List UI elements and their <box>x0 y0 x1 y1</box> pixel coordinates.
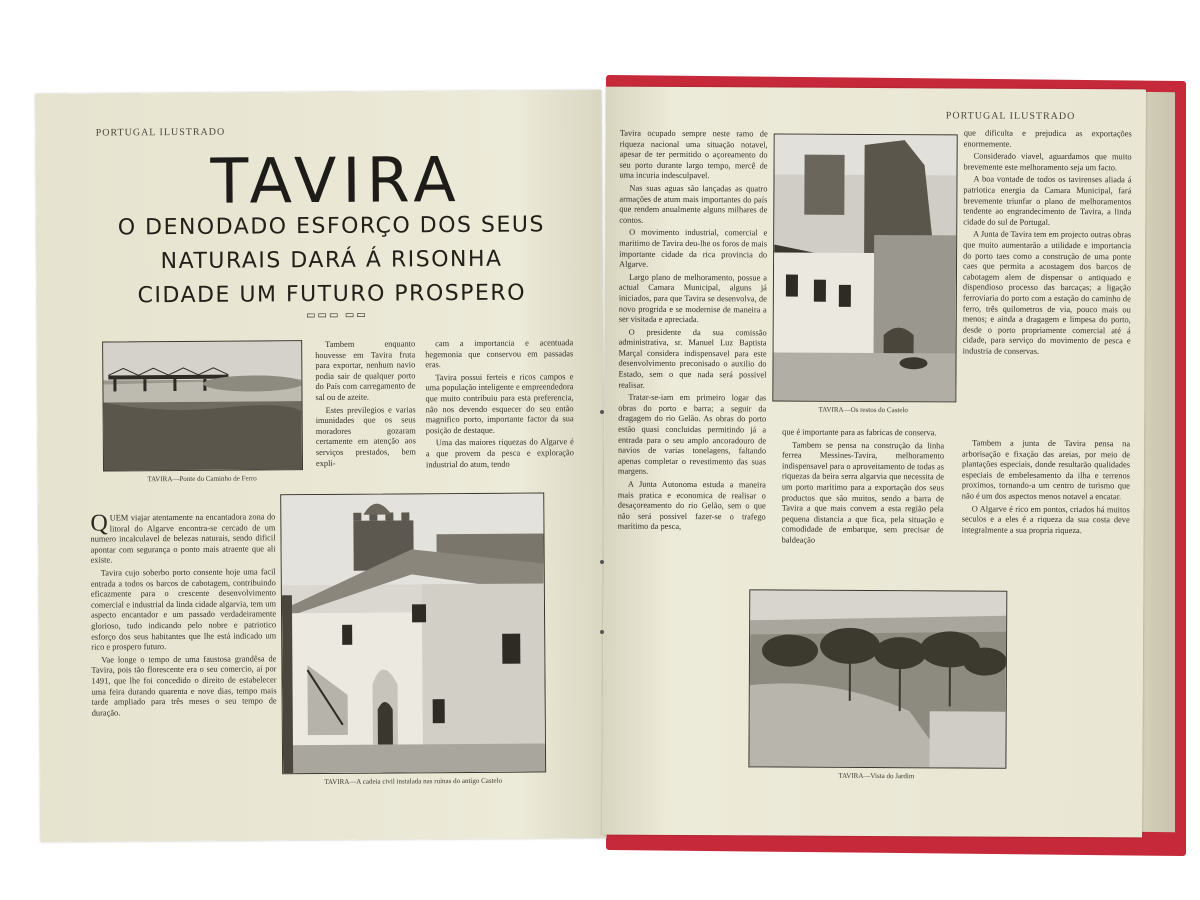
column-d-paragraph: O movimento industrial, comercial e maritimo de Tavira deu-lhe os foros de mais importante cidade da rica provincia do Algarve. <box>619 228 768 269</box>
column-e-paragraph: que é importante para as fabricas de conserva. <box>782 427 937 438</box>
column-a <box>315 339 416 471</box>
column-c-lead-text: UEM viajar atentamente na encantadora zona do litoral do Algarve encontra-se cercado de um numero incalculavel de belezas naturais, sendo dificil apontar com segurança o ponto mais atraente que ali existe. <box>90 512 276 565</box>
photo-castle-ruins-caption: TAVIRA—Os restos do Castelo <box>818 405 908 415</box>
photo-castle-jail-image <box>281 493 545 773</box>
column-d-paragraph: Tavira ocupado sempre neste ramo de riqueza nacional uma situação notavel, apesar de ter permitido o açoreamento do seu porto durante largo tempo, mercê de uma incuria indesculpavel. <box>619 128 768 181</box>
column-f <box>963 128 1132 359</box>
column-c-paragraph <box>90 512 275 566</box>
column-g-paragraph: Tambem a junta de Tavira pensa na arborisação e fixação das areias, por meio de plantações especiais, donde resultarão qualidades especiais de embelesamento da ilha e terrenos proximos, tornando-a um centro de turismo que não é um dos aspectos menos notavel a encatar. <box>961 438 1131 502</box>
photo-garden <box>748 589 1007 768</box>
left-running-head: PORTUGAL ILUSTRADO <box>95 126 226 139</box>
photo-castle-ruins <box>772 133 957 402</box>
photo-castle-jail <box>280 492 546 774</box>
subtitle-line-3: CIDADE UM FUTURO PROSPERO <box>137 280 527 309</box>
column-e <box>782 428 945 549</box>
subtitle-line-2: NATURAIS DARÁ Á RISONHA <box>160 246 503 275</box>
photo-castle-jail-caption: TAVIRA—A cadeia civil instalada nas ruinas do antigo Castelo <box>324 776 503 786</box>
column-a-paragraph: Tambem enquanto houvesse em Tavira fruta para exportar, nenhum navio podia sair de qualquer porto do País com carregamento de sal ou de azeite. <box>315 339 416 403</box>
column-f-paragraph: Considerado viavel, aguardamos que muito brevemente este melhoramento seja um facto. <box>963 151 1132 173</box>
column-f-paragraph: A boa vontade de todos os tavirenses aliada á patriotica energia da Camara Municipal, fará brevemente triunfar o plano de melhoramentos tendente ao engrandecimento de Tavira, a linda cidade do sul de Portugal. <box>963 174 1132 227</box>
column-d-paragraph: A Junta Autonoma estuda a maneira mais pratica e economica de realisar o desaçoreamento do rio Gelão, sem o que não será possivel fazer-se o trafego maritimo da pesca, <box>617 479 766 532</box>
binding-holes <box>600 400 606 640</box>
left-page <box>35 90 606 842</box>
column-c-paragraph: Vae longe o tempo de uma faustosa grandêsa de Tavira, pois tão florescente era o seu comercio, aí por 1491, que lhe foi concedido o direito de estabelecer uma feira durando quarenta e nove dias, tempo mais tarde ampliado para três meses o seu tempo de duração. <box>91 654 277 718</box>
article-subtitle <box>91 208 572 313</box>
subtitle-line-1: O DENODADO ESFORÇO DOS SEUS <box>117 212 545 241</box>
article-title: TAVIRA <box>210 143 462 218</box>
binding-hole <box>600 560 604 564</box>
photo-garden-caption: TAVIRA—Vista do Jardim <box>838 771 915 781</box>
photo-castle-ruins-image <box>773 134 956 401</box>
column-d <box>618 129 768 536</box>
column-b <box>425 338 574 472</box>
drop-cap: Q <box>90 510 108 537</box>
column-c-paragraph: Tavira cujo soberbo porto consente hoje uma facil entrada a todos os barcos de cabotagem, contribuindo eficazmente para o crescente desenvolvimento comercial e industrial da linda cidade algarvia, tem um aspecto encantador e um passado verdadeiramente glorioso, tudo indicando pelo nobre e patriotico esforço dos seus habitantes que lhe está indicado um rico e prospero futuro. <box>90 567 277 652</box>
photo-railway-bridge <box>102 340 303 471</box>
column-g <box>962 438 1131 538</box>
column-d-paragraph: O presidente da sua comissão administrativa, sr. Manuel Luz Baptista Marçal considera indispensavel para este desenvolvimento preconisado o auxilio do Estado, sem o que nada será possivel realisar. <box>618 327 767 390</box>
column-f-paragraph: que dificulta e prejudica as exportações enormemente. <box>963 128 1132 149</box>
column-b-paragraph: cam a importancia e acentuada hegemonia que conservou em passadas eras. <box>425 338 574 370</box>
column-g-paragraph: O Algarve é rico em pontos, criados há muitos seculos e a eles é a riqueza da sua costa deve integralmente a sua propria riqueza. <box>961 504 1130 535</box>
column-d-paragraph: Nas suas aguas são lançadas as quatro armações de atum mais importantes do país que rendem anualmente alguns milhares de contos. <box>619 183 768 225</box>
column-a-paragraph: Estes previlegios e varias imunidades que os seus moradores gozaram certamente em atenção aos serviços prestados, bem expli- <box>315 404 416 468</box>
column-b-paragraph: Tavira possui ferteis e ricos campos e uma população inteligente e empreendedora que muito contribuiu para esta preferencia, não nos devendo esquecer do seu então magnifico porto, importante factor da sua posição de destaque. <box>425 372 574 436</box>
column-d-paragraph: Largo plano de melhoramento, possue a actual Camara Municipal, alguns já iniciados, para que Tavira se desenvolva, de novo progrida e se modernise de maneira a ser visitada e apreciada. <box>618 272 767 325</box>
column-b-paragraph: Uma das maiores riquezas do Algarve é a que provem da pesca e exploração industrial do atum, tendo <box>425 437 574 469</box>
photo-garden-image <box>749 590 1006 767</box>
photo-railway-bridge-image <box>103 341 302 470</box>
photo-railway-bridge-caption: TAVIRA—Ponte do Caminho de Ferro <box>147 474 257 484</box>
column-c <box>90 512 276 721</box>
column-d-paragraph: Tratar-se-iam em primeiro logar das obras do porto e barra; a seguir da dragagem do rio Gelão. As obras do porto estão quasi concluidas permitindo já a entrada para o seu amplo ancoradouro de navios de varias tonelagens, faltando apenas completar o revestimento das suas margens. <box>617 392 767 477</box>
right-running-head: PORTUGAL ILUSTRADO <box>945 110 1076 123</box>
title-ornament: ▭▭▭ ▭▭ <box>306 309 368 322</box>
binding-hole <box>600 410 604 414</box>
binding-hole <box>600 630 604 634</box>
right-page <box>602 87 1146 838</box>
column-e-paragraph: Tambem se pensa na construção da linha ferrea Messines-Tavira, melhoramento indispensavel para o aproveitamento de todas as riquezas da beira serra algarvia que necessita de um porto maritimo para a exportação dos seus productos que são muitos, sendo a barra de Tavira a que mais convem a esta região pela pequena distancia a que fica, pela situação e comodidade de embarque, sem precisar de baldeação <box>781 440 945 545</box>
column-f-paragraph: A Junta de Tavira tem em projecto outras obras que muito aumentarão a utilidade e importancia do porto taes como a construção de uma ponte caes que permita a acostagem dos barcos de cabotagem alem de dispensar o antiquado e dispendioso processo das barcaças; a ligação ferroviaria do porto com a estação do caminho de ferro, três quilometros de via, pouco mais ou menos; e ainda a dragagem e limpesa do porto, desde o porto propriamente comercial até á cidade, para serviço do movimento de pesca e industria de conservas. <box>962 229 1132 356</box>
